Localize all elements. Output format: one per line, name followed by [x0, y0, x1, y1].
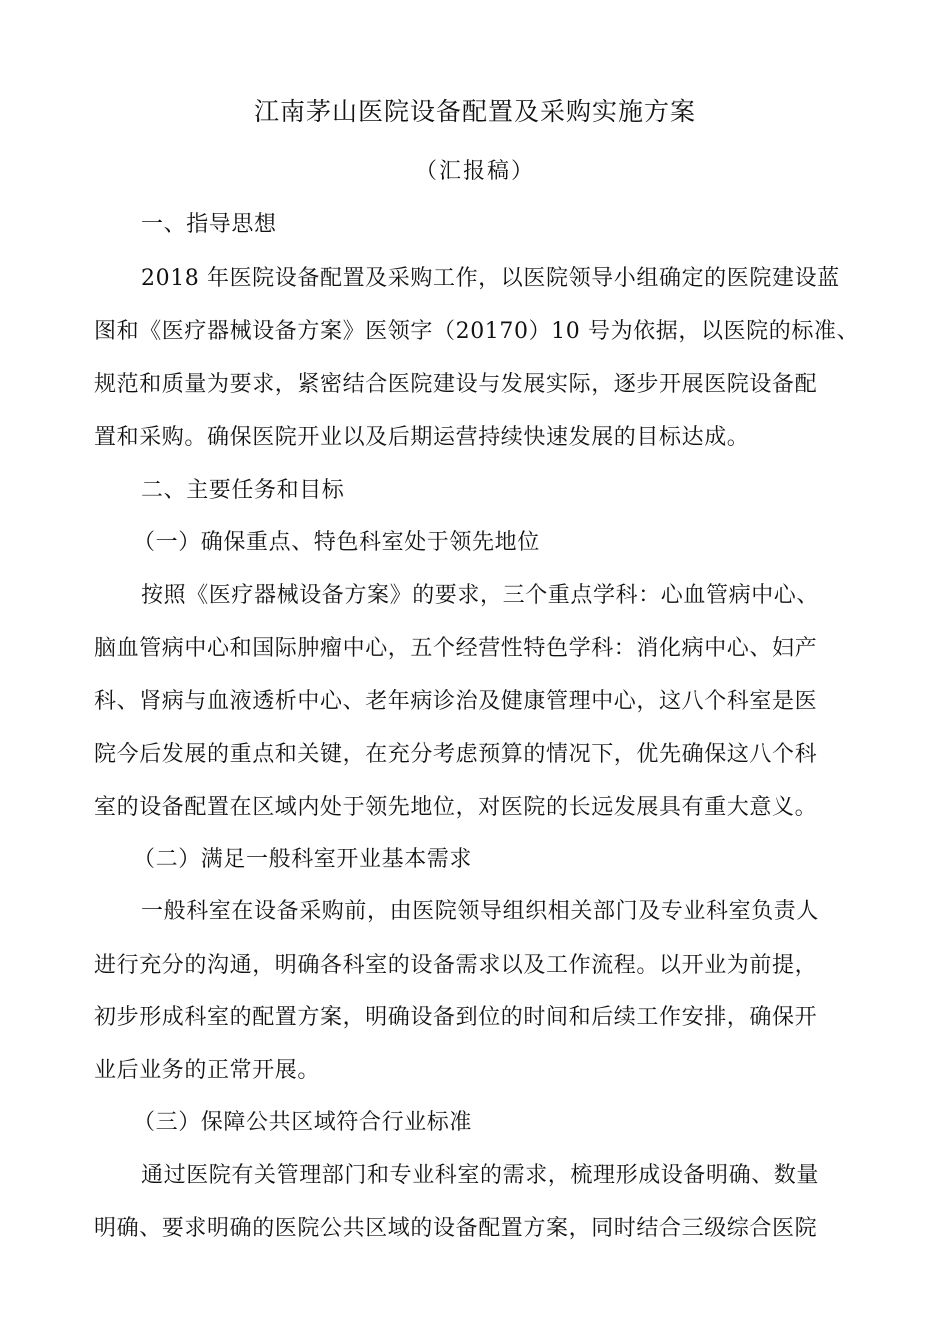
subsection-heading-2: （二）满足一般科室开业基本需求 — [133, 847, 473, 872]
paragraph-line: 脑血管病中心和国际肿瘤中心，五个经营性特色学科：消化病中心、妇产 — [94, 636, 818, 661]
paragraph-line: 按照《医疗器械设备方案》的要求，三个重点学科：心血管病中心、 — [141, 583, 820, 608]
section-heading-1: 一、指导思想 — [141, 212, 277, 237]
subsection-heading-3: （三）保障公共区域符合行业标准 — [133, 1110, 473, 1135]
document-subtitle: （汇报稿） — [414, 159, 535, 184]
paragraph-line: 一般科室在设备采购前，由医院领导组织相关部门及专业科室负责人 — [141, 899, 820, 924]
paragraph-line: 规范和质量为要求，紧密结合医院建设与发展实际，逐步开展医院设备配 — [94, 372, 818, 397]
paragraph-line: 图和《医疗器械设备方案》医领字（20170）10 号为依据，以医院的标准、 — [94, 319, 860, 344]
document-title: 江南茅山医院设备配置及采购实施方案 — [253, 97, 696, 126]
paragraph-line: 明确、要求明确的医院公共区域的设备配置方案，同时结合三级综合医院 — [94, 1216, 818, 1241]
paragraph-line: 2018 年医院设备配置及采购工作，以医院领导小组确定的医院建设蓝 — [141, 266, 840, 291]
paragraph-line: 科、肾病与血液透析中心、老年病诊治及健康管理中心，这八个科室是医 — [94, 689, 818, 714]
paragraph-line: 院今后发展的重点和关键，在充分考虑预算的情况下，优先确保这八个科 — [94, 742, 818, 767]
paragraph-line: 进行充分的沟通，明确各科室的设备需求以及工作流程。以开业为前提， — [94, 953, 818, 978]
subsection-heading-1: （一）确保重点、特色科室处于领先地位 — [133, 530, 540, 555]
paragraph-line: 初步形成科室的配置方案，明确设备到位的时间和后续工作安排，确保开 — [94, 1005, 818, 1030]
paragraph-line: 业后业务的正常开展。 — [94, 1058, 321, 1083]
paragraph-line: 置和采购。确保医院开业以及后期运营持续快速发展的目标达成。 — [94, 425, 750, 450]
paragraph-line: 室的设备配置在区域内处于领先地位，对医院的长远发展具有重大意义。 — [94, 795, 818, 820]
section-heading-2: 二、主要任务和目标 — [141, 478, 345, 503]
paragraph-line: 通过医院有关管理部门和专业科室的需求，梳理形成设备明确、数量 — [141, 1163, 820, 1188]
